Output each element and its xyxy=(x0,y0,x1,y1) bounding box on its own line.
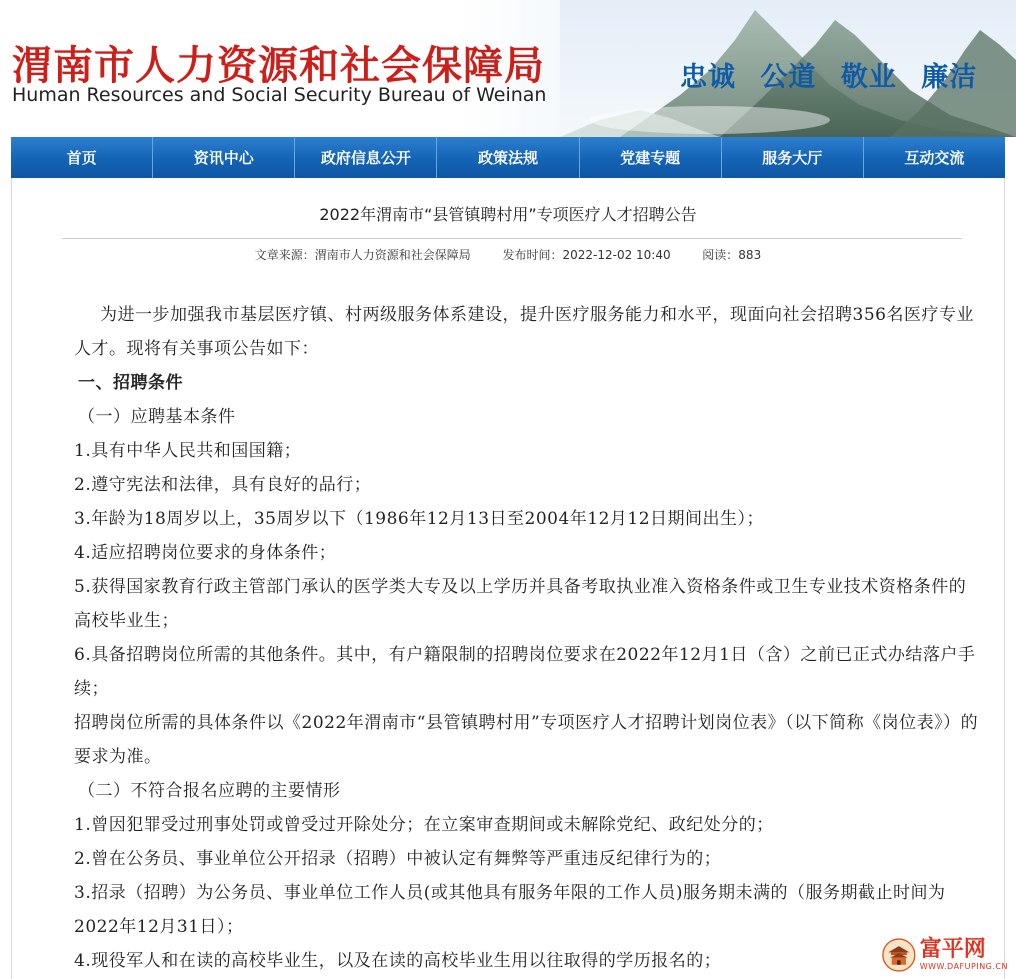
list-item: 2.曾在公务员、事业单位公开招录（招聘）中被认定有舞弊等严重违反纪律行为的； xyxy=(74,849,722,869)
list-item: 1.具有中华人民共和国国籍； xyxy=(74,441,302,461)
pagoda-logo-icon xyxy=(882,936,916,974)
article-meta xyxy=(12,246,1004,263)
views-value: 883 xyxy=(738,248,762,262)
title-divider xyxy=(62,238,962,239)
slogan-word: 廉洁 xyxy=(921,62,978,93)
list-item: 3.招录（招聘）为公务员、事业单位工作人员(或其他具有服务年限的工作人员)服务期未满的（服务期截止时间为2022年12月31日）； xyxy=(74,883,946,937)
list-item: 6.具备招聘岗位所需的其他条件。其中，有户籍限制的招聘岗位要求在2022年12月1日（含）之前已正式办结落户手续； xyxy=(74,645,976,699)
nav-item-policy[interactable]: 政策法规 xyxy=(437,137,579,178)
subsection-heading: （二）不符合报名应聘的主要情形 xyxy=(78,781,341,801)
date-value: 2022-12-02 10:40 xyxy=(562,248,671,262)
list-item: 2.遵守宪法和法律，具有良好的品行； xyxy=(74,475,372,495)
site-title-english: Human Resources and Social Security Bureau of Weinan xyxy=(12,84,547,106)
slogan xyxy=(680,55,991,94)
list-item: 1.曾因犯罪受过刑事处罚或曾受过开除处分；在立案审查期间或未解除党纪、政纪处分的； xyxy=(74,815,774,835)
source-label: 文章来源： xyxy=(254,248,315,262)
paragraph: 招聘岗位所需的具体条件以《2022年渭南市“县管镇聘村用”专项医疗人才招聘计划岗位表》（以下简称《岗位表》）的要求为准。 xyxy=(74,713,979,767)
article-body xyxy=(74,298,980,978)
watermark-name: 富平网 xyxy=(919,937,986,962)
nav-item-news[interactable]: 资讯中心 xyxy=(153,137,295,178)
slogan-word: 敬业 xyxy=(840,62,897,93)
nav-item-gov-info[interactable]: 政府信息公开 xyxy=(295,137,437,178)
site-header xyxy=(0,0,1016,137)
slogan-word: 忠诚 xyxy=(680,62,736,93)
list-item: 3.年龄为18周岁以上，35周岁以下（1986年12月13日至2004年12月12日期间出生）； xyxy=(74,509,765,529)
views-label: 阅读： xyxy=(702,248,739,262)
nav-item-interaction[interactable]: 互动交流 xyxy=(904,149,965,167)
list-item: 4.现役军人和在读的高校毕业生，以及在读的高校毕业生用以往取得的学历报名的； xyxy=(74,951,722,971)
slogan-word: 公道 xyxy=(760,62,817,93)
source-value: 渭南市人力资源和社会保障局 xyxy=(314,248,471,262)
subsection-heading: （一）应聘基本条件 xyxy=(78,407,236,427)
main-nav xyxy=(11,137,1005,178)
list-item: 5.获得国家教育行政主管部门承认的医学类大专及以上学历并具备考取执业准入资格条件或卫生专业技术资格条件的高校毕业生； xyxy=(74,577,967,631)
list-item: 4.适应招聘岗位要求的身体条件； xyxy=(74,543,337,563)
watermark-badge xyxy=(882,935,1008,975)
nav-item-party[interactable]: 党建专题 xyxy=(580,137,722,178)
section-heading: 一、招聘条件 xyxy=(78,373,183,393)
nav-item-home[interactable]: 首页 xyxy=(11,137,153,178)
site-title-chinese: 渭南市人力资源和社会保障局 xyxy=(12,43,545,89)
watermark-domain: WWW.DAFUPING.CN xyxy=(919,962,1008,971)
date-label: 发布时间： xyxy=(502,248,563,262)
nav-item-service[interactable]: 服务大厅 xyxy=(722,137,864,178)
paragraph: 为进一步加强我市基层医疗镇、村两级服务体系建设，提升医疗服务能力和水平，现面向社会招聘356名医疗专业人才。现将有关事项公告如下： xyxy=(74,305,974,359)
article-title: 2022年渭南市“县管镇聘村用”专项医疗人才招聘公告 xyxy=(319,205,697,224)
article-container xyxy=(11,178,1005,979)
